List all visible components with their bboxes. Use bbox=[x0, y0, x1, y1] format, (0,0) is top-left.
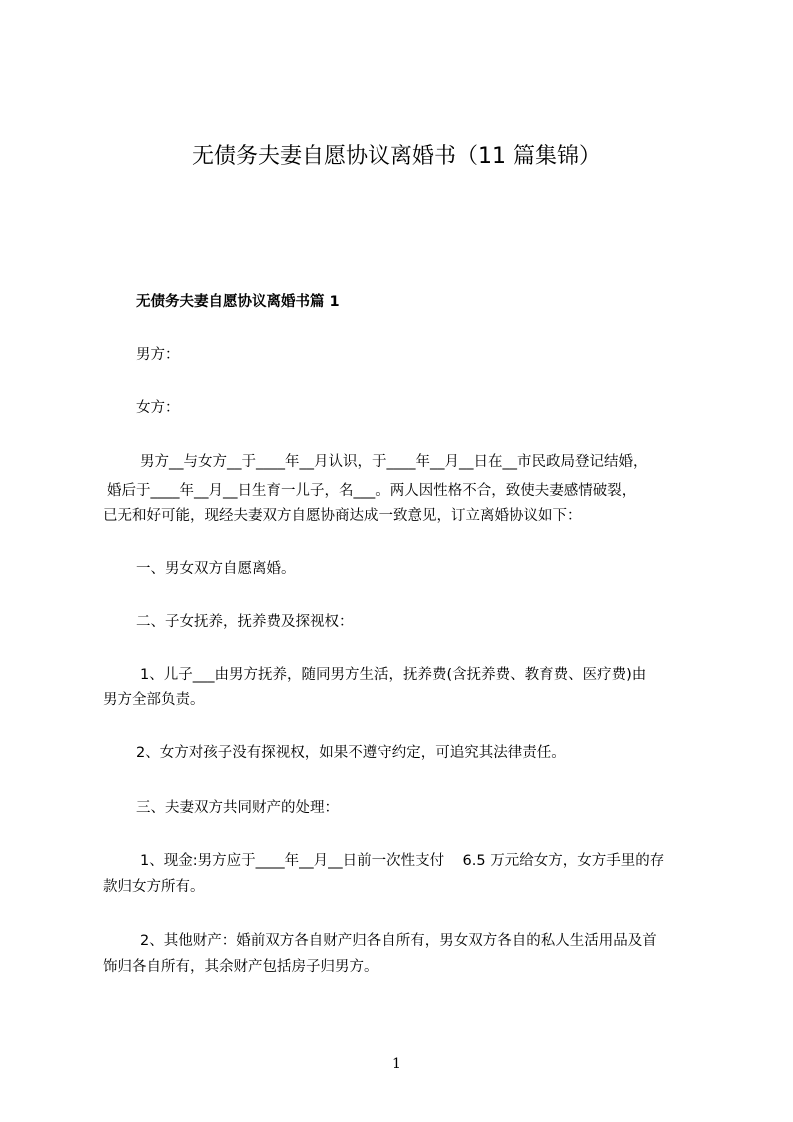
paragraph-line: 2、女方对孩子没有探视权，如果不遵守约定，可追究其法律责任。 bbox=[136, 745, 566, 761]
page-number: 1 bbox=[392, 1056, 401, 1072]
paragraph-line: 男方全部负责。 bbox=[103, 692, 205, 708]
paragraph-line: 1、儿子___由男方抚养，随同男方生活，抚养费(含抚养费、教育费、医疗费)由 bbox=[140, 667, 647, 683]
paragraph-line: 2、其他财产：婚前双方各自财产归各自所有，男女双方各自的私人生活用品及首 bbox=[140, 933, 657, 949]
paragraph-line: 款归女方所有。 bbox=[103, 879, 205, 895]
document-title: 无债务夫妻自愿协议离婚书（11 篇集锦） bbox=[192, 144, 601, 169]
paragraph-line: 婚后于____年__月__日生育一儿子，名___。两人因性格不合，致使夫妻感情破裂， bbox=[107, 483, 637, 499]
paragraph-line: 一、男女双方自愿离婚。 bbox=[136, 561, 296, 577]
paragraph-line: 男方__与女方__于____年__月认识，于____年__月__日在__市民政局登记结婚， bbox=[140, 454, 648, 470]
paragraph-line: 1、现金:男方应于____年__月__日前一次性支付 6.5 万元给女方，女方手里的存 bbox=[140, 853, 665, 869]
paragraph-line: 男方： bbox=[136, 347, 180, 363]
paragraph-line: 二、子女抚养，抚养费及探视权： bbox=[136, 614, 354, 630]
section-heading: 无债务夫妻自愿协议离婚书篇 1 bbox=[136, 294, 340, 310]
paragraph-line: 三、夫妻双方共同财产的处理： bbox=[136, 800, 339, 816]
paragraph-line: 女方： bbox=[136, 400, 180, 416]
paragraph-line: 已无和好可能，现经夫妻双方自愿协商达成一致意见，订立离婚协议如下： bbox=[103, 508, 582, 524]
paragraph-line: 饰归各自所有，其余财产包括房子归男方。 bbox=[103, 959, 379, 975]
